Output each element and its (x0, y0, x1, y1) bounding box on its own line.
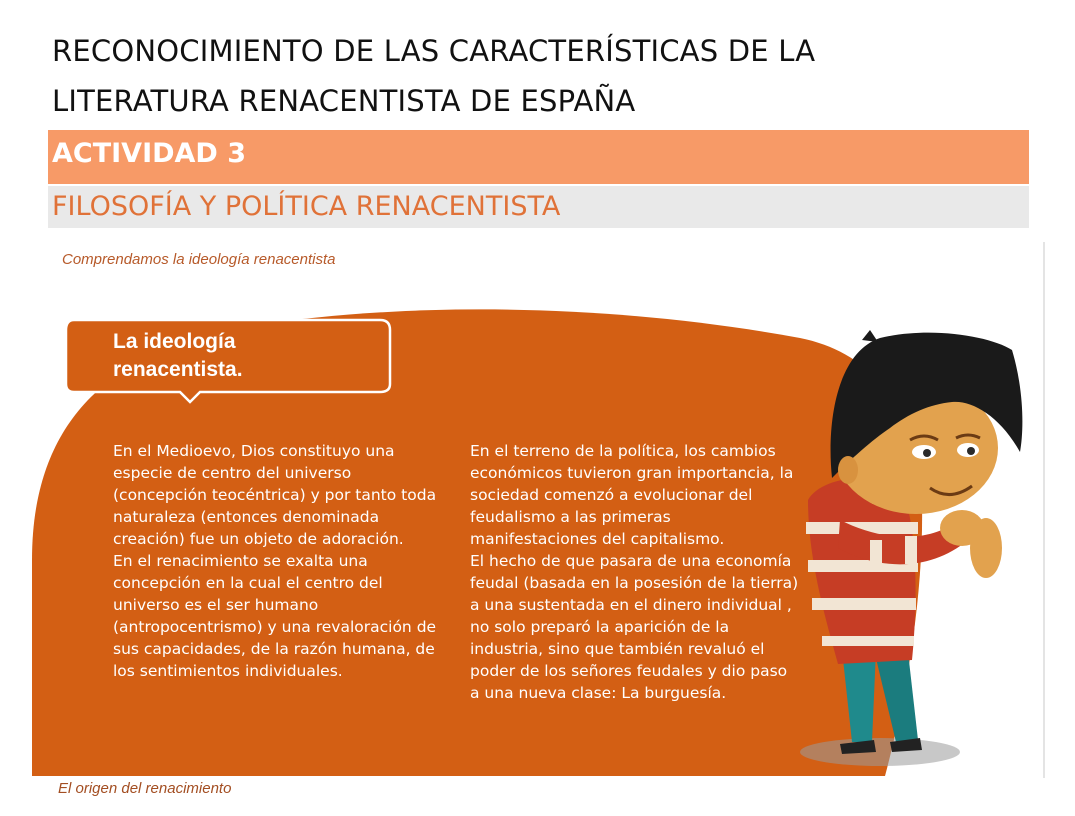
caption-top: Comprendamos la ideología renacentista (62, 251, 336, 268)
page-title-line-2: LITERATURA RENACENTISTA DE ESPAÑA (52, 84, 636, 118)
page-title-line-1: RECONOCIMIENTO DE LAS CARACTERÍSTICAS DE LA (52, 34, 816, 68)
right-paragraph-2: El hecho de que pasara de una economía feudal (basada en la posesión de la tierra) a una sustentada en el dinero individual , no solo preparó la aparición de la industria, sino que también revaluó el poder de los señores feudales y dio paso a una nueva clase: La burguesía. (470, 552, 799, 702)
speech-bubble-title (113, 328, 243, 384)
left-paragraph-1: En el Medioevo, Dios constituyo una especie de centro del universo (concepción teocéntrica) y por tanto toda naturaleza (entonces denominada creación) fue un objeto de adoración. (113, 442, 437, 548)
speech-title-line-2: renacentista. (113, 358, 243, 381)
activity-label: ACTIVIDAD 3 (52, 138, 247, 169)
left-paragraph-2: En el renacimiento se exalta una concepción en la cual el centro del universo es el ser humano (antropocentrismo) y una revaloración de sus capacidades, de la razón humana, de los sentimientos individuales. (113, 552, 437, 680)
right-text-column (470, 440, 800, 704)
section-subtitle: FILOSOFÍA Y POLÍTICA RENACENTISTA (52, 191, 561, 222)
speech-title-line-1: La ideología (113, 330, 236, 353)
right-paragraph-1: En el terreno de la política, los cambios económicos tuvieron gran importancia, la sociedad comenzó a evolucionar del feudalismo a las primeras manifestaciones del capitalismo. (470, 442, 794, 548)
left-text-column (113, 440, 443, 682)
caption-bottom: El origen del renacimiento (58, 780, 232, 797)
